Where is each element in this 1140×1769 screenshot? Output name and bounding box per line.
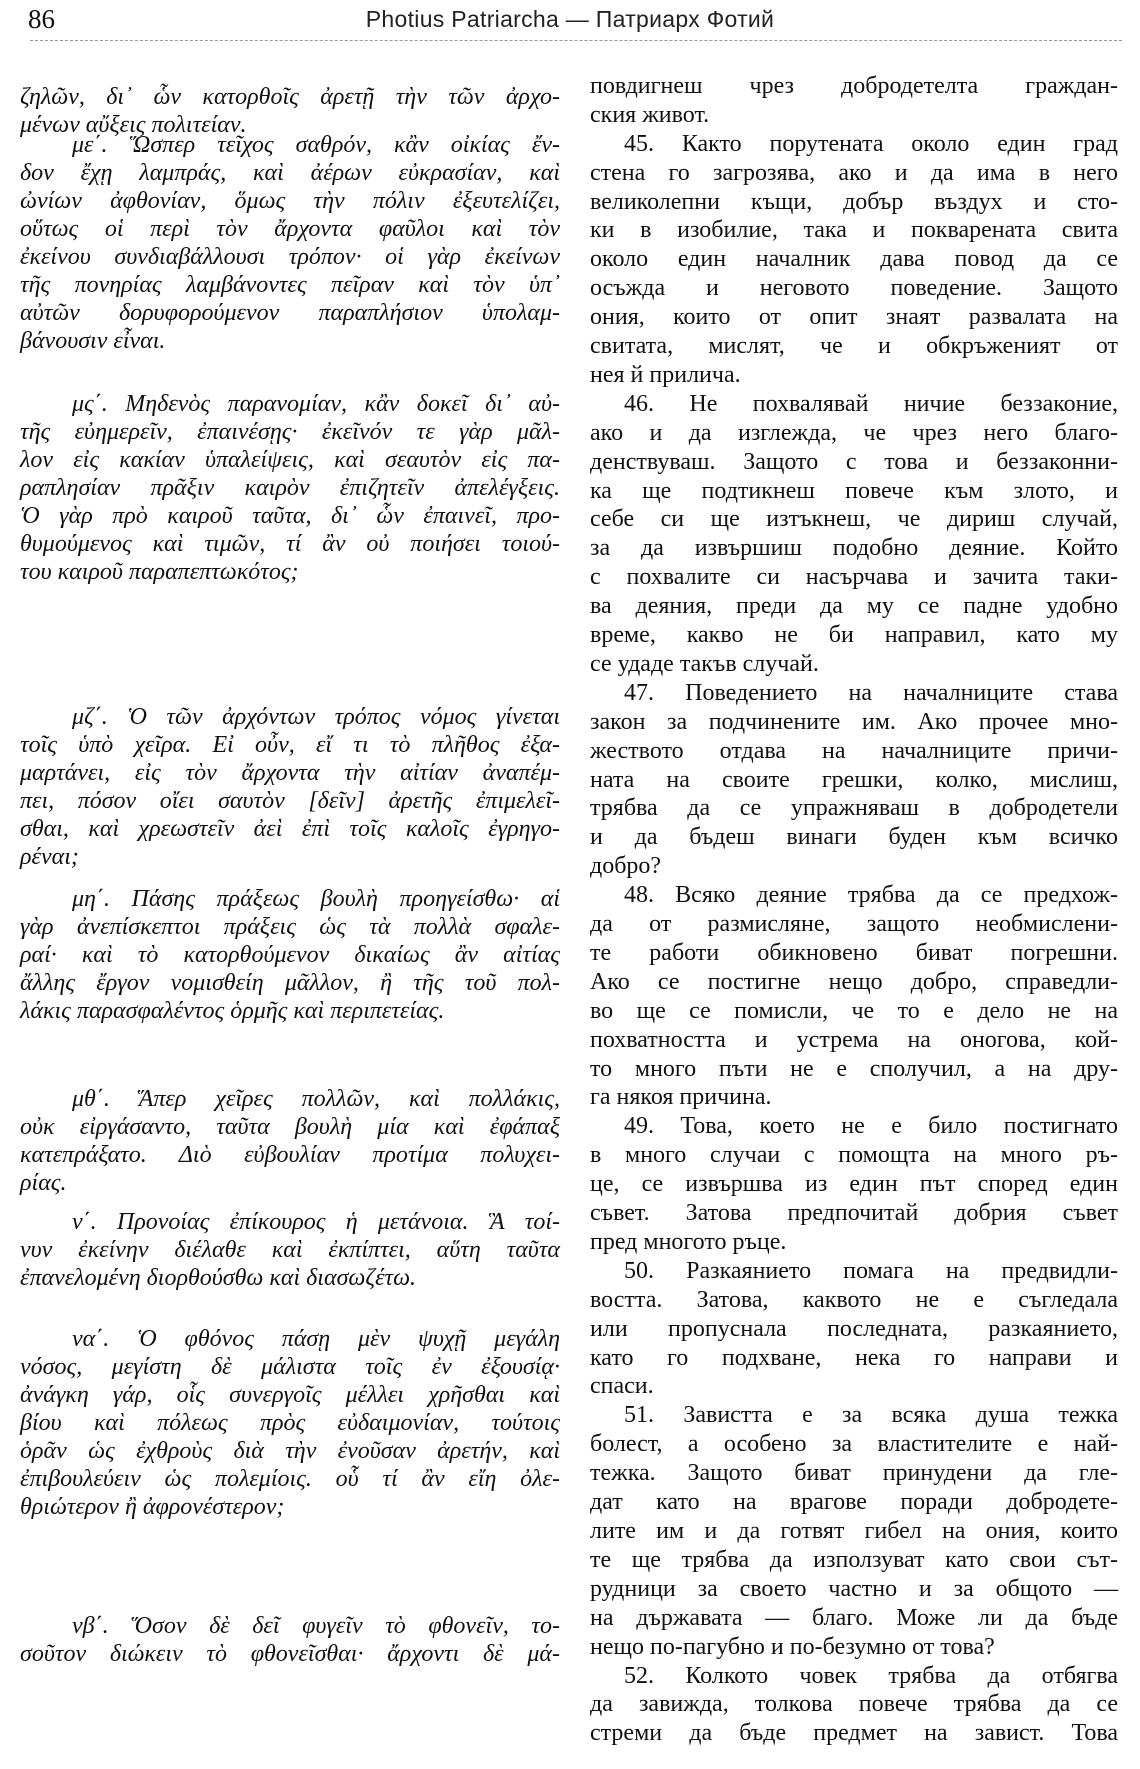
text-line: ἐπανελομένη διορθούσθω καὶ διασωζέτω. [20,1265,417,1291]
bulgarian-paragraph [590,1401,1118,1661]
text-line: с похвалите си насърчава и зачита таки- [590,564,1118,591]
text-line: 51. Завистта е за всяка душа тежка [624,1402,1118,1429]
text-line: νόσος, μεγίστη δὲ μάλιστα τοῖς ἐν ἐξουσίᾳ· [20,1354,560,1380]
text-line: τῆς εὐημερεῖν, ἐπαινέσῃς· ἐκεῖνόν τε γὰρ μᾶλ- [20,419,560,445]
text-line: пред многото ръце. [590,1228,787,1255]
text-line: то много пъти не е сполучил, а на дру- [590,1055,1118,1082]
text-line: денствуваш. Защото с това и беззаконни- [590,448,1118,475]
text-line: стреми да бъде предмет на завист. Това [590,1720,1118,1747]
bulgarian-paragraph [590,1662,1118,1749]
text-line: 45. Както порутената около един град [624,130,1118,157]
text-line: σοῦτον διώκειν τὸ φθονεῖσθαι· ἄρχοντι δὲ μά- [20,1641,560,1667]
text-line: себе си ще изтъкнеш, че дириш случай, [590,506,1118,533]
bulgarian-paragraph [590,679,1118,881]
text-line: време, какво не би направил, като му [590,622,1118,649]
bulgarian-paragraph [590,390,1118,679]
greek-paragraph [20,1612,560,1668]
text-line: дат като на врагове поради добродете- [590,1489,1118,1516]
text-line: σθαι, καὶ χρεωστεῖν ἀεὶ ἐπὶ τοῖς καλοῖς ἐγρηγο- [20,816,560,842]
text-line: μη΄. Πάσης πράξεως βουλὴ προηγείσθω· αἱ [72,886,560,912]
text-line: οὕτως οἱ περὶ τὸν ἄρχοντα φαῦλοι καὶ τὸν [20,216,560,242]
text-line: 50. Разкаянието помага на предвидли- [624,1257,1118,1284]
text-line: ρέναι; [20,844,79,870]
text-line: похватността и устрема на оногова, кой- [590,1026,1118,1053]
text-line: ὠνίων ἀφθονίαν, ὅμως τὴν πόλιν ἐξευτελίζει, [20,188,560,214]
text-line: трябва да се упражняваш в добродетели [590,795,1118,822]
text-line: του καιροῦ παραπεπτωκότος; [20,559,299,585]
text-line: и да бъдеш винаги буден към всичко [590,824,1118,851]
text-line: спаси. [590,1373,654,1400]
page-number: 86 [28,4,55,34]
text-line: λάκις παρασφαλέντος ὁρμῆς καὶ περιπετείας. [20,998,445,1024]
text-line: осъжда и неговото поведение. Защото [590,275,1118,302]
text-line: τοῖς ὑπὸ χεῖρα. Εἰ οὖν, εἴ τι τὸ πλῆθος ἐξα- [20,732,560,758]
text-line: γὰρ ἀνεπίσκεπτοι πράξεις ὡς τὰ πολλὰ σφαλε- [20,914,560,940]
text-line: ка ще подтикнеш повече към злото, и [590,477,1118,504]
text-line: ραπλησίαν πρᾶξιν καιρὸν ἐπιζητεῖν ἀπελέγξεις. [20,475,560,501]
text-line: те работи обикновено биват погрешни. [590,939,1118,966]
text-line: около един началник дава повод да се [590,246,1118,273]
text-line: να΄. Ὁ φθόνος πάσῃ μὲν ψυχῇ μεγάλη [72,1326,560,1352]
text-line: μζ΄. Ὁ τῶν ἀρχόντων τρόπος νόμος γίνεται [72,704,560,730]
text-line: Ὁ γὰρ πρὸ καιροῦ ταῦτα, δι᾽ ὧν ἐπαινεῖ, προ- [20,503,560,529]
text-line: ὁρᾶν ὡς ἐχθροὺς διὰ τὴν ἐνοῦσαν ἀρετήν, καὶ [20,1438,560,1464]
text-line: га някоя причина. [590,1084,772,1111]
text-line: 47. Поведението на началниците става [624,679,1118,706]
text-line: μένων αὔξεις πολιτείαν. [20,112,247,138]
text-line: πει, πόσον οἴει σαυτὸν [δεῖν] ἀρετῆς ἐπιμελεῖ- [20,788,560,814]
text-line: съвет. Затова предпочитай добрия съвет [590,1200,1118,1227]
text-line: ἀνάγκη γάρ, οἷς συνεργοῖς μέλλει χρῆσθαι καὶ [20,1382,560,1408]
greek-paragraph [20,131,560,355]
text-line: за да извършиш подобно деяние. Който [590,535,1118,562]
text-line: ната на своите грешки, колко, мислиш, [590,766,1118,793]
text-line: тежка. Защото биват принудени да гле- [590,1460,1118,1487]
greek-paragraph [20,390,560,586]
header-rule [30,40,1122,41]
text-line: великолепни къщи, добър въздух и сто- [590,188,1118,215]
text-line: νβ΄. Ὅσον δὲ δεῖ φυγεῖν τὸ φθονεῖν, το- [72,1613,560,1639]
text-line: 48. Всяко деяние трябва да се предхож- [624,882,1118,909]
text-line: λον εἰς κακίαν ὑπαλείψεις, καὶ σεαυτὸν εἰς πα- [20,447,560,473]
greek-paragraph [20,1325,560,1521]
text-line: ἐπιβουλεύειν ὡς πολεμίοις. οὗ τί ἂν εἴη ὀλε- [20,1466,560,1492]
text-line: θυμούμενος καὶ τιμῶν, τί ἂν οὐ ποιήσει τοιού- [20,531,560,557]
text-line: ν΄. Προνοίας ἐπίκουρος ἡ μετάνοια. Ἃ τοί- [72,1209,560,1235]
text-line: ако и да изглежда, че чрез него благо- [590,419,1118,446]
text-line: ἐκείνου συνδιαβάλλουσι τρόπον· οἱ γὰρ ἐκείνων [20,244,560,270]
text-line: 49. Това, което не е било постигнато [624,1113,1118,1140]
greek-paragraph [20,1085,560,1197]
text-line: рудници за своето частно и за общото — [590,1575,1118,1602]
text-line: νυν ἐκείνην διέλαθε καὶ ἐκπίπτει, αὕτη ταῦτα [20,1237,560,1263]
text-line: нея й прилича. [590,361,741,388]
running-title: Photius Patriarcha — Патриарх Фотий [365,6,775,32]
text-line: κατεπράξατο. Διὸ εὐβουλίαν προτίμα πολυχει- [20,1142,560,1168]
text-line: во ще се помисли, че то е дело не на [590,997,1118,1024]
text-line: μθ΄. Ἅπερ χεῖρες πολλῶν, καὶ πολλάκις, [72,1086,560,1112]
text-line: μς΄. Μηδενὸς παρανομίαν, κἂν δοκεῖ δι᾽ αὐ- [72,391,560,417]
text-line: 46. Не похвалявай ничие беззаконие, [624,390,1118,417]
text-line: δον ἔχῃ λαμπράς, καὶ ἀέρων εὐκρασίαν, καὶ [20,160,560,186]
text-line: 52. Колкото човек трябва да отбягва [624,1662,1118,1689]
text-line: ἄλλης ἔργον νομισθείη μᾶλλον, ἢ τῆς τοῦ πολ- [20,970,560,996]
bulgarian-paragraph [590,881,1118,1112]
text-line: востта. Затова, каквото не е съгледала [590,1286,1118,1313]
text-line: закон за подчинените им. Ако прочее мно- [590,708,1118,735]
bulgarian-paragraph [590,1257,1118,1401]
text-line: це, се извършва из един път според един [590,1171,1118,1198]
text-line: като го подхване, нека го направи и [590,1344,1118,1371]
text-line: нещо по-пагубно и по-безумно от това? [590,1633,995,1660]
text-line: ва деяния, преди да му се падне удобно [590,593,1118,620]
bulgarian-paragraph [590,72,1118,130]
text-line: на държавата — благо. Може ли да бъде [590,1604,1118,1631]
text-line: οὐκ εἰργάσαντο, ταῦτα βουλὴ μία καὶ ἐφάπαξ [20,1114,560,1140]
text-line: ρίας. [20,1170,67,1196]
text-line: да завижда, толкова повече трябва да се [590,1691,1118,1718]
bulgarian-paragraph [590,1112,1118,1256]
text-line: да от размисляне, защото необмислени- [590,911,1118,938]
text-line: жеството отдава на началниците причи- [590,737,1118,764]
text-line: се удаде такъв случай. [590,650,819,677]
bulgarian-paragraph [590,130,1118,390]
text-line: τῆς πονηρίας λαμβάνοντες πεῖραν καὶ τὸν ὑπ᾽ [20,272,560,298]
text-line: болест, а особено за властителите е най- [590,1431,1118,1458]
greek-paragraph [20,1208,560,1292]
text-line: βάνουσιν εἶναι. [20,328,166,354]
text-line: лите им и да готвят гибел на ония, които [590,1517,1118,1544]
text-line: αὐτῶν δορυφορούμενον παραπλήσιον ὑπολαμ- [20,300,560,326]
text-line: Ако се постигне нещо добро, справедли- [590,968,1118,995]
text-line: повдигнеш чрез добродетелта граждан- [590,73,1118,99]
text-line: θριώτερον ἢ ἀφρονέστερον; [20,1494,285,1520]
greek-paragraph [20,703,560,871]
text-line: или пропуснала последната, разкаянието, [590,1315,1118,1342]
text-line: μαρτάνει, εἰς τὸν ἄρχοντα τὴν αἰτίαν ἀναπέμ- [20,760,560,786]
text-line: ския живот. [590,101,710,128]
text-line: свитата, мислят, че и обкръженият от [590,333,1118,360]
text-line: ραί· καὶ τὸ κατορθούμενον δικαίως ἂν αἰτίας [20,942,560,968]
text-line: βίου καὶ πόλεως πρὸς εὐδαιμονίαν, τούτοις [20,1410,560,1436]
text-line: ония, които от опит знаят развалата на [590,304,1118,331]
text-line: με΄. Ὥσπερ τεῖχος σαθρόν, κἂν οἰκίας ἔν- [72,132,560,158]
greek-paragraph [20,885,560,1025]
text-line: те ще трябва да използуват като свои сът- [590,1546,1118,1573]
text-line: добро? [590,853,662,880]
text-line: в много случаи с помощта на много ръ- [590,1142,1118,1169]
text-line: ζηλῶν, δι᾽ ὧν κατορθοῖς ἀρετῇ τὴν τῶν ἀρχο- [20,84,560,110]
text-line: ки в изобилие, така и покварената свита [590,217,1118,244]
text-line: стена го загрозява, ако и да има в него [590,159,1118,186]
